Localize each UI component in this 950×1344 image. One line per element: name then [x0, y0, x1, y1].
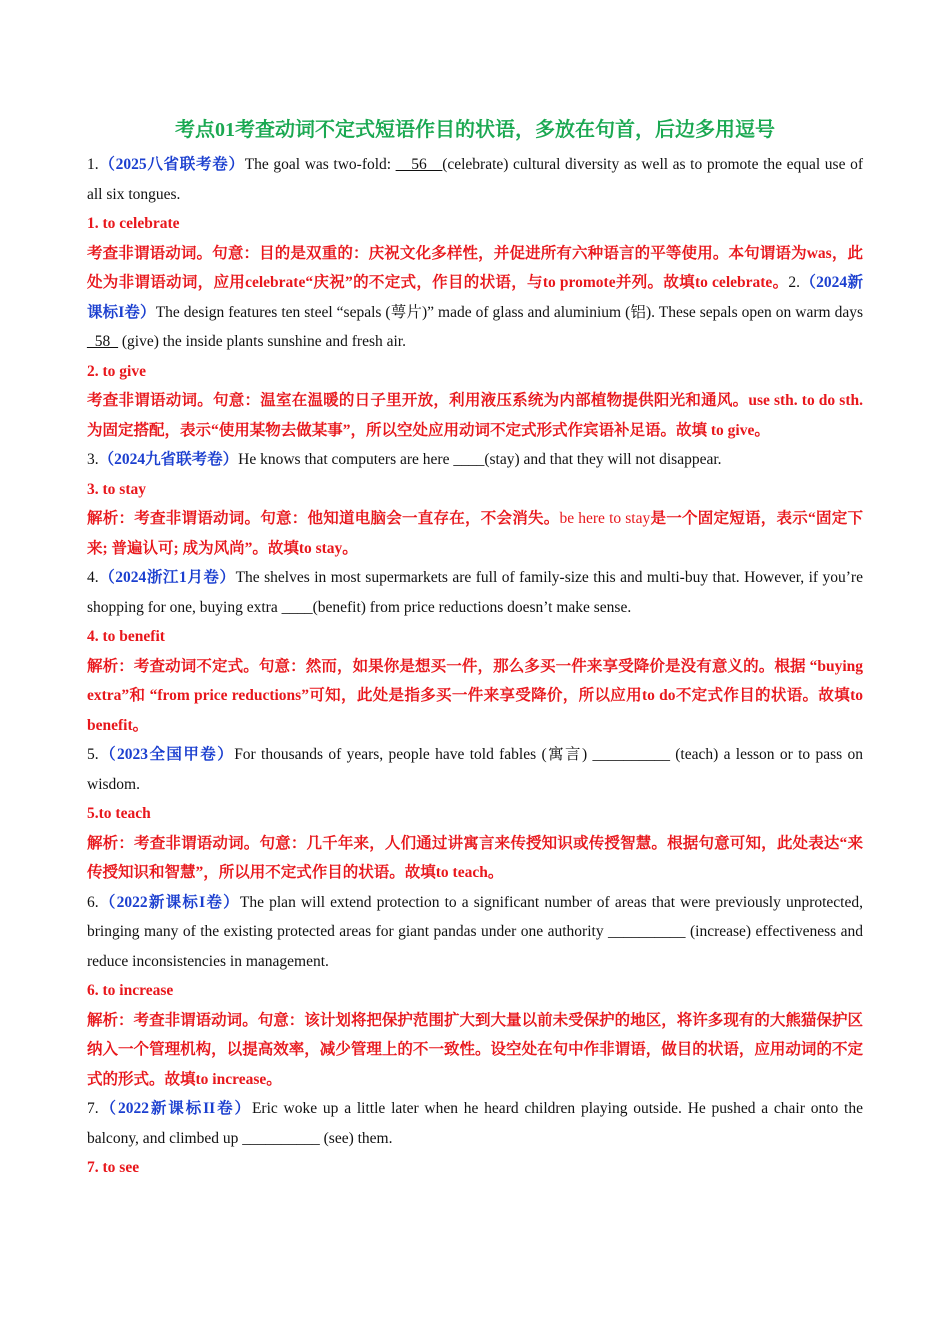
question-source: （2025八省联考卷）: [98, 156, 245, 173]
question-text: The shelves in most supermarkets are full of family-size this and multi-buy that. However, if you’re shopping for one, buying extra: [87, 569, 863, 616]
question-text: (increase) effectiveness and reduce inconsistencies in management.: [87, 923, 864, 970]
question-text: The design features ten steel “sepals (萼片)” made of glass and aluminium (铝). These sepals open on warm days: [155, 303, 863, 321]
question-number: 2.: [788, 274, 801, 291]
answer-2: 2. to give: [87, 362, 146, 380]
answer-blank: __56__: [395, 156, 443, 173]
answer-4: 4. to benefit: [87, 628, 165, 645]
answer-blank: ____: [453, 451, 485, 468]
question-source: （2024新课标I卷）: [87, 274, 863, 321]
question-text: Eric woke up a little later when he heard children playing outside. He pushed a chair onto the balcony, and climbed up: [87, 1100, 863, 1147]
question-text: (see) them.: [319, 1129, 393, 1147]
explanation-6: 解析：考查非谓语动词。句意：该计划将把保护范围扩大到大量以前未受保护的地区，将许多现有的大熊猫保护区纳入一个管理机构，以提高效率，减少管理上的不一致性。设空处在句中作非谓语，做目的状语，应用动词的不定式的形式。故填to increase。: [87, 1011, 863, 1088]
question-1: [87, 150, 863, 209]
question-text: (teach) a lesson or to pass on wisdom.: [87, 746, 863, 793]
answer-1: 1. to celebrate: [87, 215, 180, 232]
question-text: He knows that computers are here: [238, 451, 454, 468]
explanation-2: 考查非谓语动词。句意：温室在温暖的日子里开放，利用液压系统为内部植物提供阳光和通风。use sth. to do sth.为固定搭配，表示“使用某物去做某事”，所以空处应用动词不定式形式作宾语补足语。故填 to give。: [87, 392, 863, 439]
answer-3: 3. to stay: [87, 480, 146, 498]
question-text: (celebrate) cultural diversity as well as to promote the equal use of all six tongues.: [87, 156, 863, 203]
explanation-1: [87, 239, 863, 357]
answer-5: 5.to teach: [87, 805, 151, 822]
answer-7: 7. to see: [87, 1159, 140, 1176]
explanation-3: [87, 504, 863, 563]
answer-blank: __________: [592, 746, 670, 763]
question-text: For thousands of years, people have told fables (寓言): [234, 746, 593, 763]
question-number: 4.: [87, 569, 99, 586]
question-text: The plan will extend protection to a significant number of areas that were previously unprotected, bringing many of the existing protected areas for giant pandas under one authority: [87, 893, 863, 940]
question-source: （2022新课标I卷）: [98, 893, 240, 911]
question-source: （2023全国甲卷）: [98, 746, 235, 763]
question-6: [87, 888, 863, 977]
question-source: （2022新课标II卷）: [98, 1100, 252, 1117]
question-7: [87, 1094, 863, 1153]
question-source: （2024九省联考卷）: [98, 451, 239, 468]
question-number: 6.: [87, 893, 99, 911]
question-text: (stay) and that they will not disappear.: [484, 451, 722, 468]
explanation-4: 解析：考查动词不定式。句意：然而，如果你是想买一件，那么多买一件来享受降价是没有意义的。根据 “buying extra”和 “from price reductions”可知，此处是指多买一件来享受降价，所以应用to do不定式作目的状语。故填to benefit。: [87, 657, 863, 734]
question-number: 5.: [87, 746, 99, 763]
question-number: 1.: [87, 156, 99, 173]
question-text: The goal was two-fold:: [244, 156, 396, 173]
question-number: 7.: [87, 1100, 99, 1117]
question-4: [87, 563, 863, 622]
answer-blank: ____: [281, 598, 313, 616]
explanation-text: 考查非谓语动词。句意：目的是双重的：庆祝文化多样性，并促进所有六种语言的平等使用。本句谓语为was，此处为非谓语动词，应用celebrate“庆祝”的不定式，作目的状语，与to promote并列。故填to celebrate。: [87, 244, 863, 291]
question-text: (benefit) from price reductions doesn’t make sense.: [312, 598, 632, 616]
phrase-highlight: be here to stay: [559, 510, 651, 527]
answer-blank: _58_: [87, 333, 118, 350]
document-page: [87, 112, 863, 1183]
question-source: （2024浙江1月卷）: [98, 569, 236, 586]
question-5: [87, 740, 863, 799]
answer-6: 6. to increase: [87, 982, 174, 999]
answer-blank: __________: [242, 1129, 320, 1147]
explanation-text: 是一个固定短语，表示“固定下来; 普遍认可; 成为风尚”。故填to stay。: [87, 510, 863, 557]
explanation-text: 解析：考查非谓语动词。句意：他知道电脑会一直存在，不会消失。: [87, 510, 560, 527]
explanation-5: 解析：考查非谓语动词。句意：几千年来，人们通过讲寓言来传授知识或传授智慧。根据句意可知，此处表达“来传授知识和智慧”，所以用不定式作目的状语。故填to teach。: [87, 834, 863, 881]
question-number: 3.: [87, 451, 99, 468]
section-title: 考点01考查动词不定式短语作目的状语，多放在句首，后边多用逗号: [175, 119, 775, 141]
answer-blank: __________: [608, 923, 686, 940]
question-3: [87, 445, 863, 475]
question-text: (give) the inside plants sunshine and fresh air.: [118, 333, 406, 350]
